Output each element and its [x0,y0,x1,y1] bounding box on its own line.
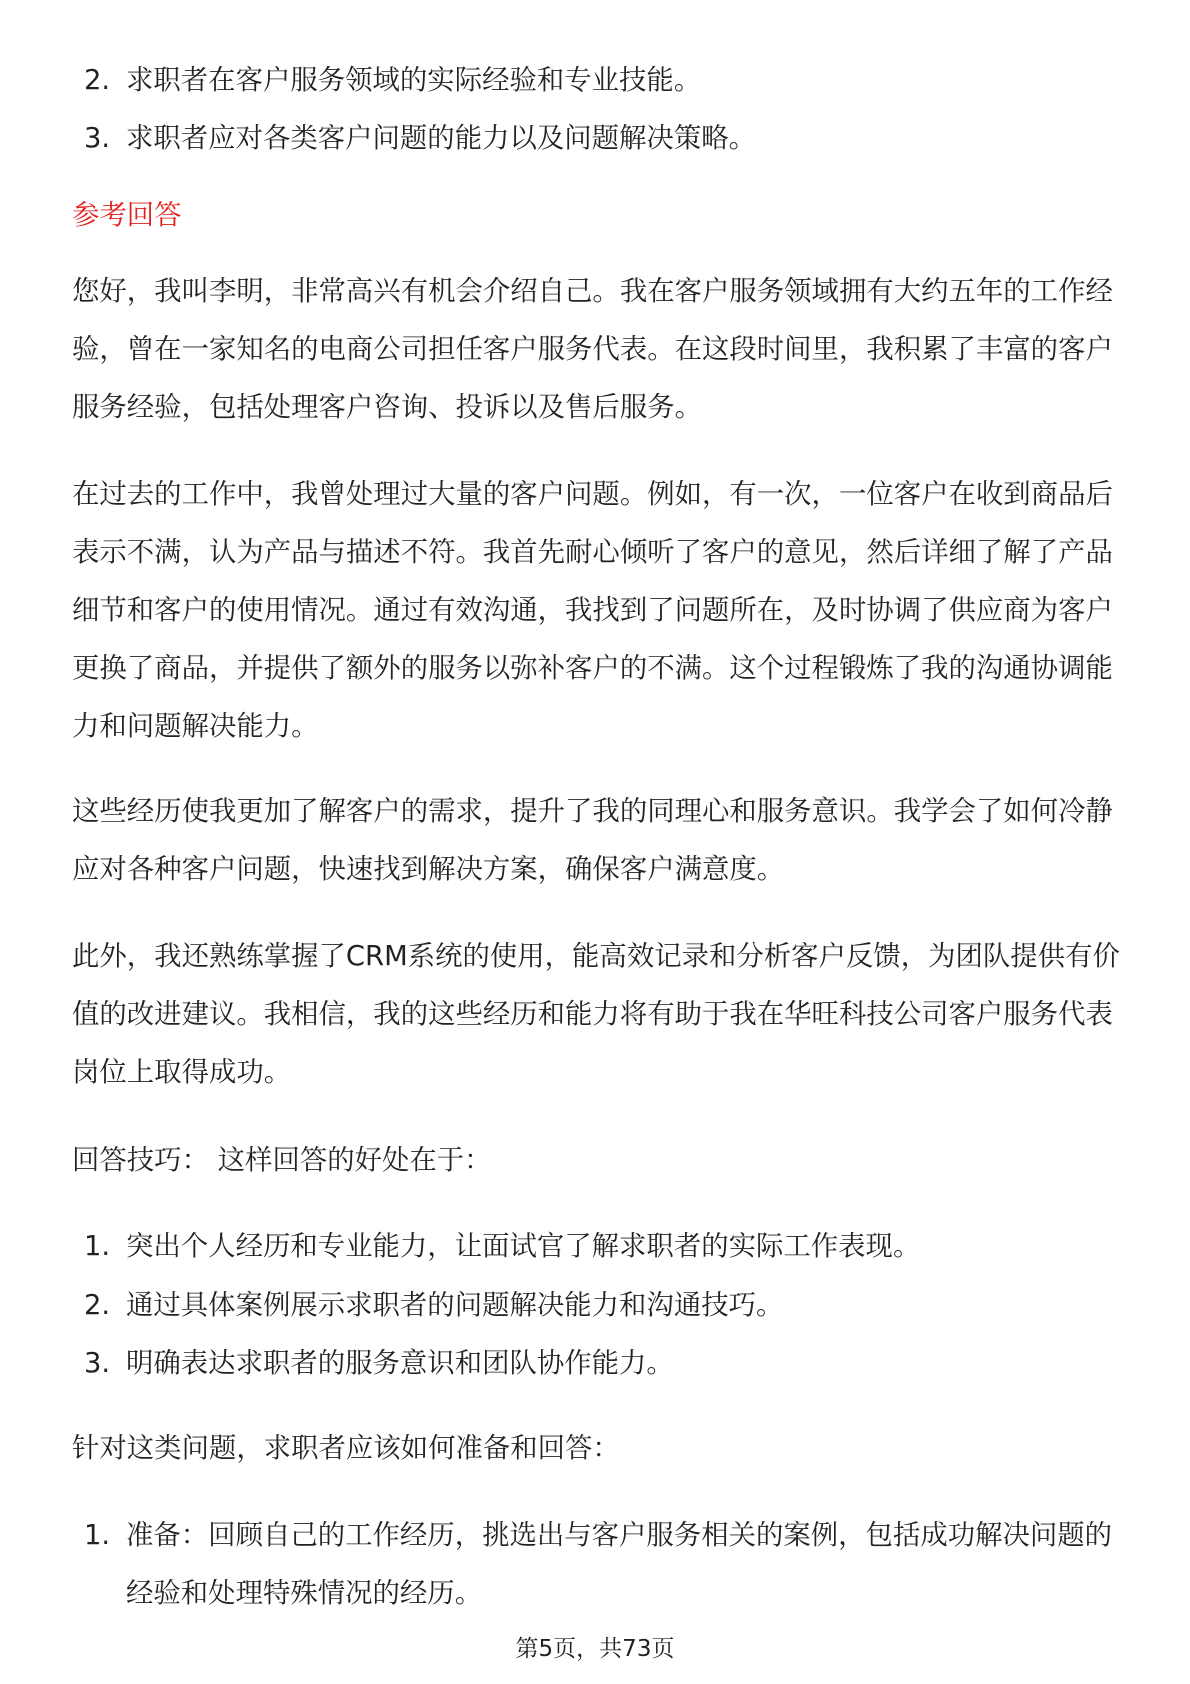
list-text: 突出个人经历和专业能力，让面试官了解求职者的实际工作表现。 [126,1231,921,1262]
list-text: 明确表达求职者的服务意识和团队协作能力。 [126,1348,674,1379]
list-item [84,1218,1124,1276]
paragraph: 在过去的工作中，我曾处理过大量的客户问题。例如，有一次，一位客户在收到商品后表示不满，认为产品与描述不符。我首先耐心倾听了客户的意见，然后详细了解了产品细节和客户的使用情况。通过有效沟通，我找到了问题所在，及时协调了供应商为客户更换了商品，并提供了额外的服务以弥补客户的不满。这个过程锻炼了我的沟通协调能力和问题解决能力。 [72,479,1113,742]
list-text: 准备：回顾自己的工作经历，挑选出与客户服务相关的案例，包括成功解决问题的经验和处理特殊情况的经历。 [126,1520,1113,1609]
paragraph: 这些经历使我更加了解客户的需求，提升了我的同理心和服务意识。我学会了如何冷静应对各种客户问题，快速找到解决方案，确保客户满意度。 [72,796,1113,885]
list-text: 求职者在客户服务领域的实际经验和专业技能。 [126,65,702,96]
list-text: 通过具体案例展示求职者的问题解决能力和沟通技巧。 [126,1290,784,1321]
list-number: 2. [84,65,111,96]
list-item [84,52,1124,110]
list-number: 1. [84,1231,111,1262]
list-item [84,1335,1124,1393]
list-number: 2. [84,1290,111,1321]
paragraph: 您好，我叫李明，非常高兴有机会介绍自己。我在客户服务领域拥有大约五年的工作经验，曾在一家知名的电商公司担任客户服务代表。在这段时间里，我积累了丰富的客户服务经验，包括处理客户咨询、投诉以及售后服务。 [72,276,1113,423]
list-number: 3. [84,1348,111,1379]
list-item [84,1507,1124,1623]
answer-heading: 参考回答 [72,200,182,231]
list-item [84,110,1124,168]
tips-heading: 回答技巧： 这样回答的好处在于： [72,1145,492,1176]
paragraph: 此外，我还熟练掌握了CRM系统的使用，能高效记录和分析客户反馈，为团队提供有价值的改进建议。我相信，我的这些经历和能力将有助于我在华旺科技公司客户服务代表岗位上取得成功。 [72,941,1120,1088]
list-number: 1. [84,1520,111,1551]
list-number: 3. [84,123,111,154]
list-item [84,1277,1124,1335]
list-text: 求职者应对各类客户问题的能力以及问题解决策略。 [126,123,756,154]
prep-heading: 针对这类问题，求职者应该如何准备和回答： [72,1433,620,1464]
page-number: 第5页，共73页 [515,1636,675,1662]
